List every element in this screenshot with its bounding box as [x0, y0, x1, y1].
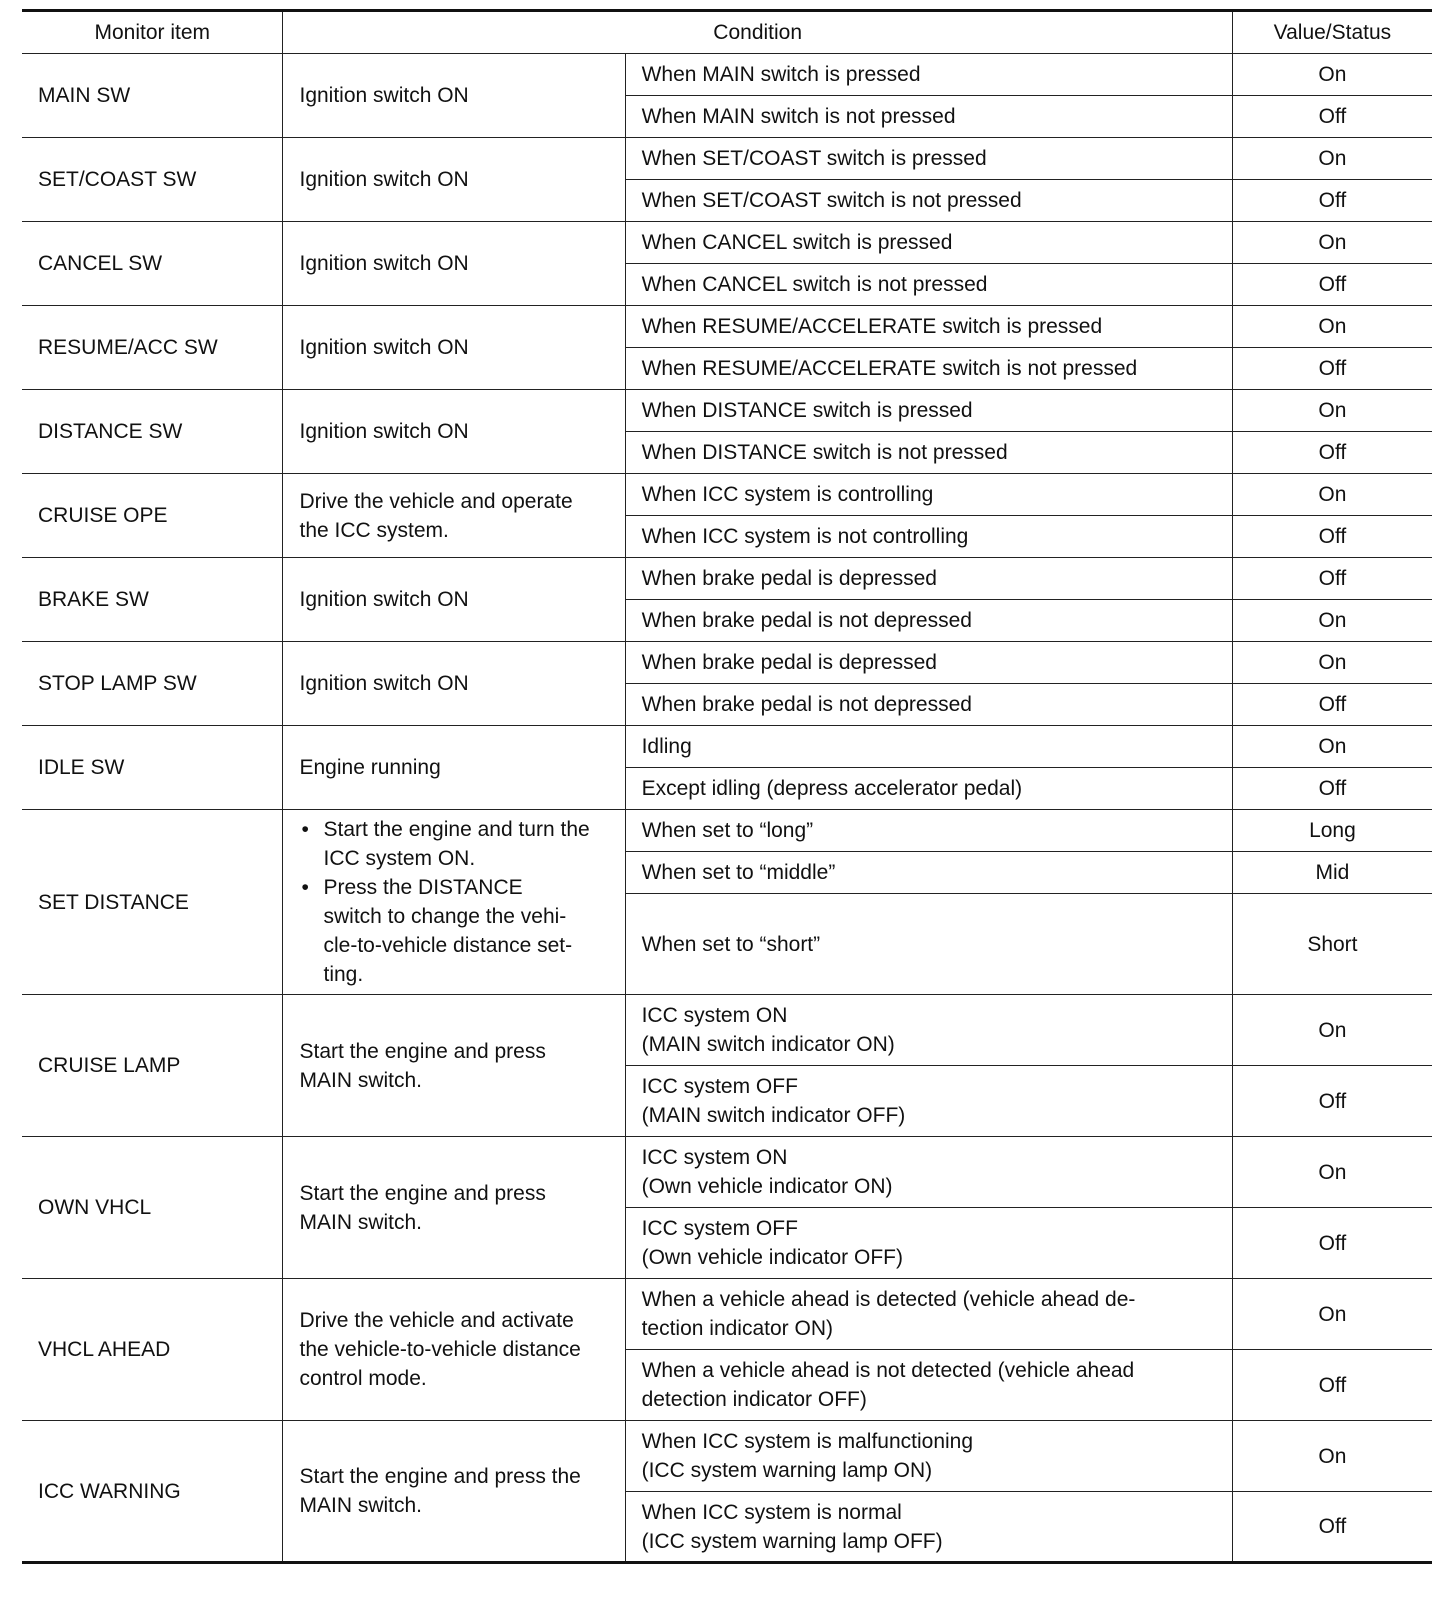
condition-detail: ICC system ON (MAIN switch indicator ON) — [625, 995, 1232, 1066]
monitor-item-name: IDLE SW — [22, 726, 283, 810]
condition-detail: When CANCEL switch is not pressed — [625, 264, 1232, 306]
condition-detail: When SET/COAST switch is pressed — [625, 138, 1232, 180]
condition-detail: ICC system ON (Own vehicle indicator ON) — [625, 1137, 1232, 1208]
condition-detail: When RESUME/ACCELERATE switch is pressed — [625, 306, 1232, 348]
condition-bullet: • Press the DISTANCE switch to change the vehi- cle-to-vehicle distance set- ting. — [299, 873, 614, 989]
monitor-item-name: CANCEL SW — [22, 222, 283, 306]
condition-bullet: • Start the engine and turn the ICC system ON. — [299, 815, 614, 873]
monitor-item-name: CRUISE LAMP — [22, 995, 283, 1137]
table-row — [22, 390, 1432, 432]
condition-detail: When brake pedal is not depressed — [625, 684, 1232, 726]
value-status: On — [1232, 1279, 1432, 1350]
value-status: Off — [1232, 768, 1432, 810]
condition-detail: When set to “middle” — [625, 852, 1232, 894]
value-status: On — [1232, 54, 1432, 96]
condition-main: Ignition switch ON — [283, 138, 625, 222]
table-row — [22, 474, 1432, 516]
condition-detail: Idling — [625, 726, 1232, 768]
table-body — [22, 54, 1432, 1563]
value-status: Off — [1232, 684, 1432, 726]
value-status: On — [1232, 222, 1432, 264]
header-value-status: Value/Status — [1232, 11, 1432, 54]
condition-detail: When RESUME/ACCELERATE switch is not pressed — [625, 348, 1232, 390]
value-status: On — [1232, 138, 1432, 180]
table-row — [22, 1279, 1432, 1350]
condition-detail: When SET/COAST switch is not pressed — [625, 180, 1232, 222]
condition-detail: When DISTANCE switch is pressed — [625, 390, 1232, 432]
monitor-item-name: VHCL AHEAD — [22, 1279, 283, 1421]
condition-main: Start the engine and press MAIN switch. — [283, 1137, 625, 1279]
condition-detail: Except idling (depress accelerator pedal) — [625, 768, 1232, 810]
value-status: Off — [1232, 558, 1432, 600]
value-status: On — [1232, 600, 1432, 642]
table-row — [22, 1421, 1432, 1492]
condition-main: Start the engine and press MAIN switch. — [283, 995, 625, 1137]
value-status: Off — [1232, 264, 1432, 306]
value-status: On — [1232, 474, 1432, 516]
value-status: On — [1232, 642, 1432, 684]
table-row — [22, 642, 1432, 684]
value-status: Off — [1232, 516, 1432, 558]
value-status: Off — [1232, 1208, 1432, 1279]
condition-main: Ignition switch ON — [283, 390, 625, 474]
condition-main: Start the engine and press the MAIN switch. — [283, 1421, 625, 1563]
value-status: On — [1232, 306, 1432, 348]
monitor-item-name: RESUME/ACC SW — [22, 306, 283, 390]
condition-detail: When ICC system is controlling — [625, 474, 1232, 516]
value-status: On — [1232, 390, 1432, 432]
table-row — [22, 138, 1432, 180]
monitor-item-name: SET DISTANCE — [22, 810, 283, 995]
condition-detail: When a vehicle ahead is detected (vehicle ahead de- tection indicator ON) — [625, 1279, 1232, 1350]
monitor-item-name: DISTANCE SW — [22, 390, 283, 474]
value-status: Off — [1232, 180, 1432, 222]
condition-detail: When CANCEL switch is pressed — [625, 222, 1232, 264]
condition-detail: When a vehicle ahead is not detected (vehicle ahead detection indicator OFF) — [625, 1350, 1232, 1421]
value-status: Off — [1232, 1066, 1432, 1137]
condition-main: Ignition switch ON — [283, 222, 625, 306]
value-status: Long — [1232, 810, 1432, 852]
value-status: Off — [1232, 348, 1432, 390]
header-monitor-item: Monitor item — [22, 11, 283, 54]
condition-detail: ICC system OFF (Own vehicle indicator OFF) — [625, 1208, 1232, 1279]
condition-detail: When MAIN switch is not pressed — [625, 96, 1232, 138]
condition-main: Drive the vehicle and activate the vehicle-to-vehicle distance control mode. — [283, 1279, 625, 1421]
condition-main: Ignition switch ON — [283, 642, 625, 726]
table-row — [22, 810, 1432, 852]
value-status: Mid — [1232, 852, 1432, 894]
table-row — [22, 306, 1432, 348]
condition-main: Ignition switch ON — [283, 558, 625, 642]
condition-main: Ignition switch ON — [283, 306, 625, 390]
condition-detail: When set to “long” — [625, 810, 1232, 852]
table-row — [22, 54, 1432, 96]
condition-bullet-list — [299, 815, 614, 989]
value-status: Off — [1232, 1492, 1432, 1563]
condition-detail: When brake pedal is not depressed — [625, 600, 1232, 642]
value-status: Off — [1232, 1350, 1432, 1421]
condition-detail: ICC system OFF (MAIN switch indicator OFF) — [625, 1066, 1232, 1137]
table-row — [22, 558, 1432, 600]
monitor-item-name: SET/COAST SW — [22, 138, 283, 222]
monitor-item-name: STOP LAMP SW — [22, 642, 283, 726]
table-row — [22, 995, 1432, 1066]
condition-main: Drive the vehicle and operate the ICC system. — [283, 474, 625, 558]
monitor-item-name: ICC WARNING — [22, 1421, 283, 1563]
table-row — [22, 726, 1432, 768]
monitor-item-name: CRUISE OPE — [22, 474, 283, 558]
table-row — [22, 222, 1432, 264]
table-header-row — [22, 11, 1432, 54]
condition-main — [283, 810, 625, 995]
monitor-item-name: BRAKE SW — [22, 558, 283, 642]
condition-detail: When ICC system is normal (ICC system warning lamp OFF) — [625, 1492, 1232, 1563]
condition-detail: When MAIN switch is pressed — [625, 54, 1232, 96]
condition-detail: When ICC system is malfunctioning (ICC system warning lamp ON) — [625, 1421, 1232, 1492]
value-status: Off — [1232, 432, 1432, 474]
condition-detail: When brake pedal is depressed — [625, 642, 1232, 684]
value-status: On — [1232, 995, 1432, 1066]
condition-main: Ignition switch ON — [283, 54, 625, 138]
condition-detail: When brake pedal is depressed — [625, 558, 1232, 600]
monitor-item-name: MAIN SW — [22, 54, 283, 138]
value-status: On — [1232, 1421, 1432, 1492]
value-status: Off — [1232, 96, 1432, 138]
monitor-item-name: OWN VHCL — [22, 1137, 283, 1279]
value-status: On — [1232, 1137, 1432, 1208]
value-status: Short — [1232, 894, 1432, 995]
monitor-table — [22, 9, 1432, 1564]
condition-detail: When DISTANCE switch is not pressed — [625, 432, 1232, 474]
header-condition: Condition — [283, 11, 1232, 54]
table-row — [22, 1137, 1432, 1208]
condition-main: Engine running — [283, 726, 625, 810]
value-status: On — [1232, 726, 1432, 768]
condition-detail: When ICC system is not controlling — [625, 516, 1232, 558]
condition-detail: When set to “short” — [625, 894, 1232, 995]
